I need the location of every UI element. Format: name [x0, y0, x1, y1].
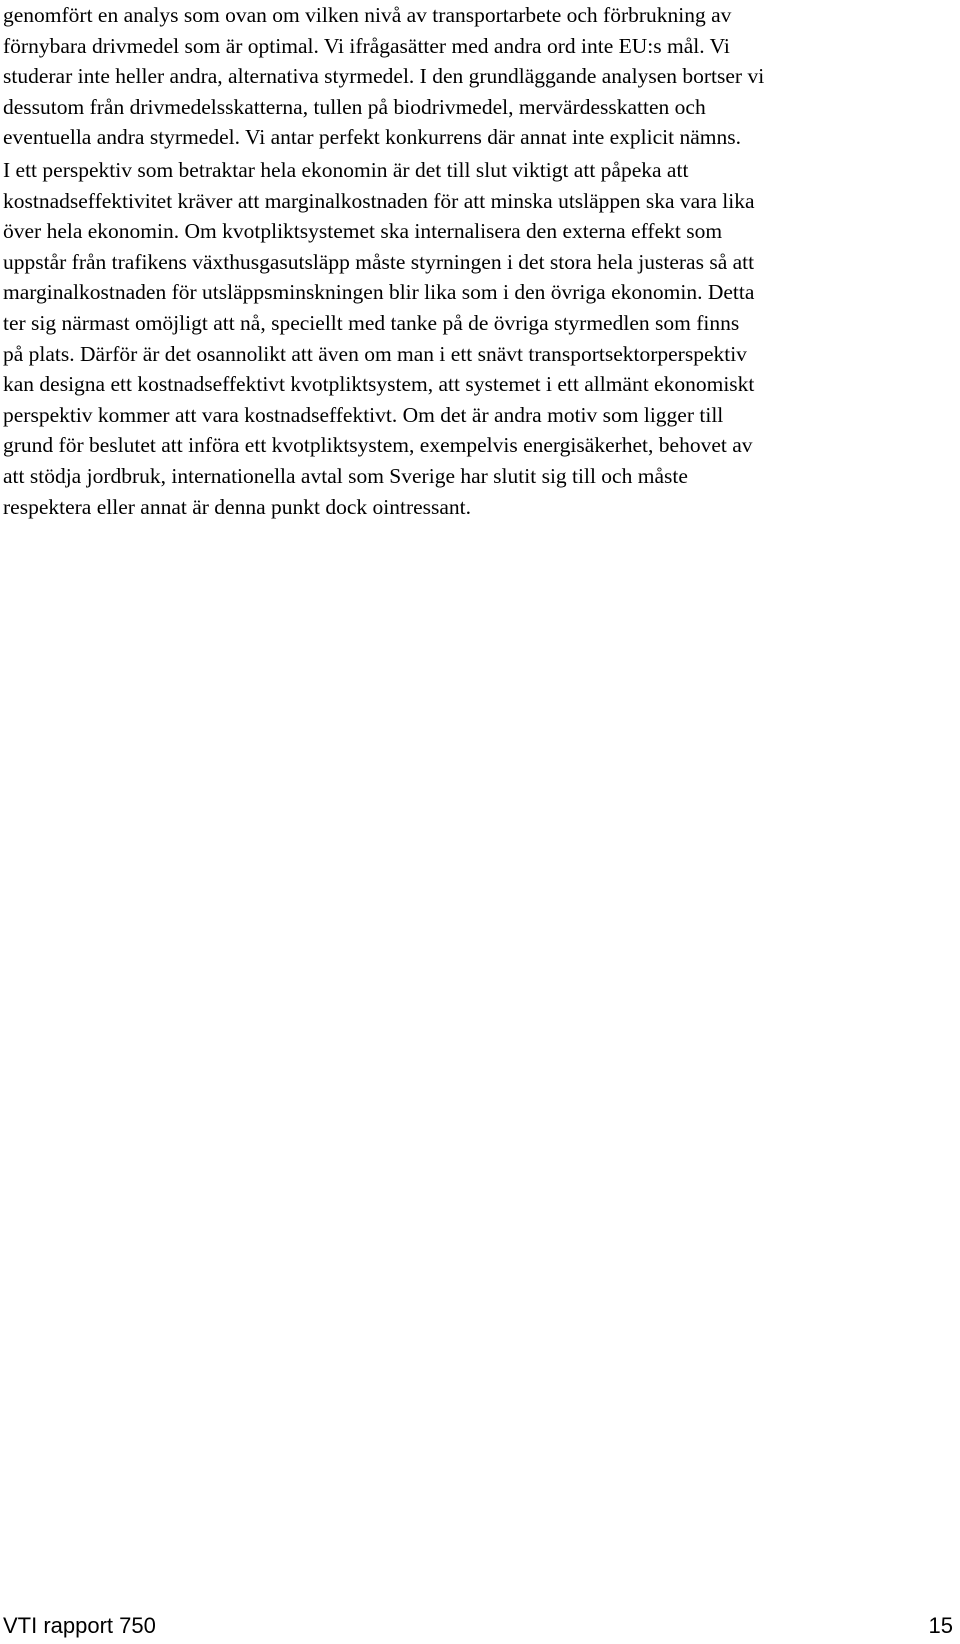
- text-line: uppstår från trafikens växthusgasutsläpp måste styrningen i det stora hela justeras så att: [3, 249, 755, 274]
- text-line: att stödja jordbruk, internationella avtal som Sverige har slutit sig till och måste: [3, 463, 688, 488]
- text-line: eventuella andra styrmedel. Vi antar perfekt konkurrens där annat inte explicit nämns.: [3, 125, 742, 150]
- text-line: kan designa ett kostnadseffektivt kvotpliktsystem, att systemet i ett allmänt ekonomiskt: [3, 372, 755, 397]
- text-line: ter sig närmast omöjligt att nå, speciellt med tanke på de övriga styrmedlen som finns: [3, 310, 740, 335]
- report-label: VTI rapport 750: [3, 1613, 156, 1638]
- text-line: marginalkostnaden för utsläppsminskningen blir lika som i den övriga ekonomin. Detta: [3, 280, 755, 305]
- text-line: kostnadseffektivitet kräver att marginalkostnaden för att minska utsläppen ska vara lika: [3, 188, 755, 213]
- text-line: I ett perspektiv som betraktar hela ekonomin är det till slut viktigt att påpeka att: [3, 157, 689, 182]
- text-line: respektera eller annat är denna punkt dock ointressant.: [3, 494, 472, 519]
- text-line: studerar inte heller andra, alternativa styrmedel. I den grundläggande analysen bortser vi: [3, 64, 765, 89]
- document-body: [3, 0, 953, 522]
- paragraph-1: [3, 0, 953, 153]
- page-number: 15: [928, 1613, 953, 1638]
- text-line: grund för beslutet att införa ett kvotpliktsystem, exempelvis energisäkerhet, behovet av: [3, 433, 753, 458]
- page-footer: [3, 1612, 953, 1640]
- text-line: på plats. Därför är det osannolikt att även om man i ett snävt transportsektorperspektiv: [3, 341, 747, 366]
- paragraph-2: [3, 155, 953, 522]
- text-line: genomfört en analys som ovan om vilken nivå av transportarbete och förbrukning av: [3, 3, 732, 27]
- text-line: perspektiv kommer att vara kostnadseffektivt. Om det är andra motiv som ligger till: [3, 402, 724, 427]
- text-line: förnybara drivmedel som är optimal. Vi ifrågasätter med andra ord inte EU:s mål. Vi: [3, 33, 730, 58]
- text-line: dessutom från drivmedelsskatterna, tullen på biodrivmedel, mervärdesskatten och: [3, 94, 706, 119]
- text-line: över hela ekonomin. Om kvotpliktsystemet ska internalisera den externa effekt som: [3, 219, 723, 244]
